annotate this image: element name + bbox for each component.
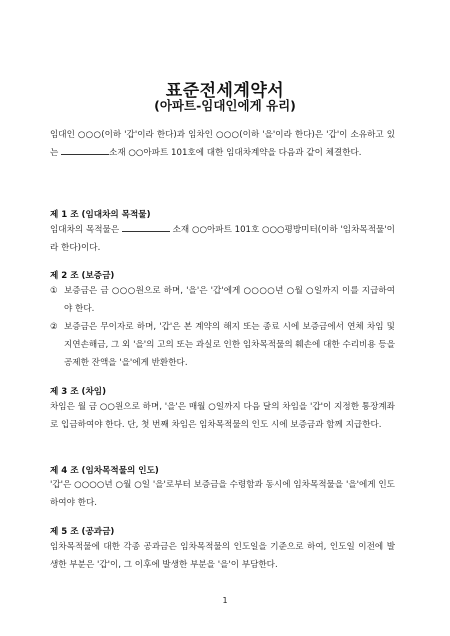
intro-text-2: 소재 ○○아파트 101호에 대한 임대차계약을 다음과 같이 체결한다. bbox=[109, 148, 362, 158]
article-1-heading: 제 1 조 (임대차의 목적물) bbox=[50, 210, 151, 220]
article-3-heading: 제 3 조 (차임) bbox=[50, 387, 107, 397]
article-1-body bbox=[50, 221, 395, 257]
article-1-text-2: 소재 ○○아파트 101호 ○○○평방미터(이하 '임차목적물'이라 한다)이다. bbox=[50, 225, 395, 253]
article-3-body: 차임은 월 금 ○○원으로 하며, '을'은 매월 ○일까지 다음 달의 차임을 '갑'이 지정한 통장계좌로 입금하여야 한다. 단, 첫 번째 차임은 임차목적물의 인도 시에 보증금과 함께 지급한다. bbox=[50, 402, 395, 430]
item-number: ② bbox=[50, 322, 58, 332]
article-1-blank bbox=[122, 222, 170, 232]
document-title: 표준전세계약서 bbox=[165, 81, 285, 101]
article-4-heading: 제 4 조 (임차목적물의 인도) bbox=[50, 466, 159, 476]
article-1-text-1: 임대차의 목적물은 bbox=[50, 225, 120, 235]
intro-text-1: 임대인 ○○○(이하 '갑'이라 한다)과 임차인 ○○○(이하 '을'이라 한다)은 '갑'이 소유하고 있는 bbox=[50, 130, 395, 158]
article-4-body: '갑'은 ○○○○년 ○월 ○일 '을'로부터 보증금을 수령함과 동시에 임차목적물을 '을'에게 인도하여야 한다. bbox=[50, 480, 395, 508]
item-text: 보증금은 무이자로 하며, '갑'은 본 계약의 해지 또는 종료 시에 보증금에서 연체 차임 및 지연손해금, 그 외 '을'의 고의 또는 과실로 인한 임차목적물의 훼손에 대한 수리비용 등을 공제한 잔액을 '을'에게 반환한다. bbox=[64, 322, 395, 368]
article-5-body: 임차목적물에 대한 각종 공과금은 임차목적물의 인도일을 기준으로 하여, 인도일 이전에 발생한 부분은 '갑'이, 그 이후에 발생한 부분을 '을'이 부담한다. bbox=[50, 542, 395, 570]
item-number: ① bbox=[50, 286, 58, 296]
page-number: 1 bbox=[222, 596, 228, 605]
article-5-heading: 제 5 조 (공과금) bbox=[50, 527, 115, 537]
address-blank bbox=[61, 145, 109, 155]
intro-paragraph bbox=[50, 126, 395, 162]
item-text: 보증금은 금 ○○○원으로 하며, '을'은 '갑'에게 ○○○○년 ○월 ○일까지 이를 지급하여야 한다. bbox=[64, 286, 395, 314]
article-2-heading: 제 2 조 (보증금) bbox=[50, 271, 115, 281]
article-2-item-2 bbox=[50, 318, 395, 372]
article-2-item-1 bbox=[50, 282, 395, 318]
document-subtitle: (아파트-임대인에게 유리) bbox=[154, 98, 296, 113]
